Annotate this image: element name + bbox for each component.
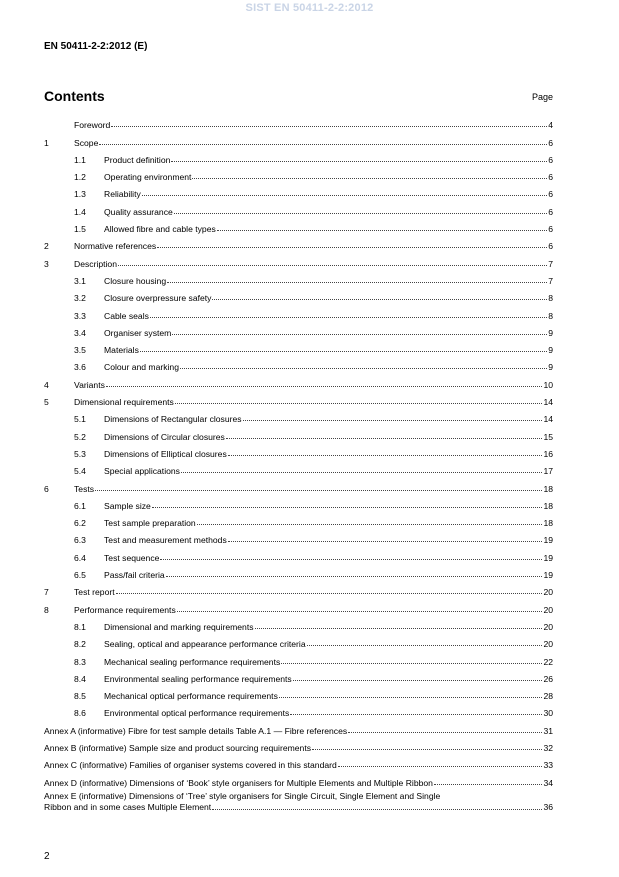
toc-entry-page: 6 bbox=[548, 206, 553, 217]
toc-entry-page: 9 bbox=[548, 345, 553, 356]
toc-entry-number: 6 bbox=[44, 483, 49, 494]
toc-entry-page: 15 bbox=[543, 431, 553, 442]
toc-entry-number: 3.3 bbox=[74, 310, 86, 321]
toc-entry-number: 5.2 bbox=[74, 431, 86, 442]
toc-entry[interactable] bbox=[44, 686, 553, 703]
toc-entry-page: 22 bbox=[543, 656, 553, 667]
toc-entry-page: 36 bbox=[543, 801, 553, 812]
toc-entry[interactable] bbox=[44, 374, 553, 391]
toc-entry-title: Dimensions of Circular closures bbox=[104, 431, 225, 442]
toc-entry-number: 3.2 bbox=[74, 293, 86, 304]
toc-entry-page: 20 bbox=[543, 604, 553, 615]
toc-entry-title: Test and measurement methods bbox=[104, 535, 227, 546]
toc-entry-title: Test report bbox=[74, 587, 115, 598]
dot-leader bbox=[307, 644, 543, 646]
dot-leader bbox=[348, 731, 542, 733]
dot-leader bbox=[118, 264, 547, 266]
table-of-contents bbox=[44, 115, 553, 817]
toc-entry-title: Mechanical optical performance requirements bbox=[104, 691, 278, 702]
toc-entry[interactable] bbox=[44, 565, 553, 582]
dot-leader bbox=[99, 143, 547, 145]
toc-entry[interactable] bbox=[44, 426, 553, 443]
toc-entry-number: 6.4 bbox=[74, 552, 86, 563]
toc-entry[interactable] bbox=[44, 253, 553, 270]
dot-leader bbox=[172, 333, 547, 335]
toc-entry-page: 19 bbox=[543, 570, 553, 581]
dot-leader bbox=[192, 177, 547, 179]
toc-entry-number: 6.1 bbox=[74, 500, 86, 511]
toc-entry-title: Tests bbox=[74, 483, 95, 494]
toc-entry-title: Annex D (informative) Dimensions of ‘Book’ style organisers for Multiple Elements and Multiple Ribbon bbox=[44, 777, 433, 788]
toc-entry[interactable] bbox=[44, 530, 553, 547]
toc-entry-page: 4 bbox=[548, 120, 553, 131]
toc-entry-page: 7 bbox=[548, 258, 553, 269]
toc-entry-number: 1.2 bbox=[74, 172, 86, 183]
toc-entry-title: Environmental sealing performance requirements bbox=[104, 673, 292, 684]
document-identifier: EN 50411-2-2:2012 (E) bbox=[44, 41, 148, 52]
toc-entry[interactable] bbox=[44, 651, 553, 668]
toc-entry-page: 33 bbox=[543, 760, 553, 771]
dot-leader bbox=[226, 437, 543, 439]
toc-entry-title: Performance requirements bbox=[74, 604, 176, 615]
toc-entry-page: 6 bbox=[548, 241, 553, 252]
toc-entry-number: 6.5 bbox=[74, 570, 86, 581]
toc-entry-number: 1.5 bbox=[74, 224, 86, 235]
toc-entry-number: 5.4 bbox=[74, 466, 86, 477]
toc-entry[interactable] bbox=[44, 703, 553, 720]
footer-page-number: 2 bbox=[44, 851, 50, 862]
toc-entry-page: 8 bbox=[548, 293, 553, 304]
toc-entry[interactable] bbox=[44, 132, 553, 149]
toc-entry-title: Environmental optical performance requirements bbox=[104, 708, 290, 719]
toc-entry-number: 6.2 bbox=[74, 518, 86, 529]
toc-entry-title: Normative references bbox=[74, 241, 157, 252]
toc-entry-page: 6 bbox=[548, 154, 553, 165]
toc-entry-title: Pass/fail criteria bbox=[104, 570, 165, 581]
dot-leader bbox=[140, 350, 547, 352]
toc-entry-page: 26 bbox=[543, 673, 553, 684]
toc-entry-title: Annex B (informative) Sample size and product sourcing requirements bbox=[44, 742, 312, 753]
dot-leader bbox=[217, 229, 547, 231]
dot-leader bbox=[434, 783, 542, 785]
toc-entry-page: 30 bbox=[543, 708, 553, 719]
toc-entry-number: 3.5 bbox=[74, 345, 86, 356]
toc-entry-title: Materials bbox=[104, 345, 139, 356]
dot-leader bbox=[150, 316, 547, 318]
toc-entry[interactable] bbox=[44, 219, 553, 236]
toc-entry[interactable] bbox=[44, 167, 553, 184]
toc-entry-page: 31 bbox=[543, 725, 553, 736]
contents-heading: Contents bbox=[44, 88, 105, 104]
toc-entry-number: 7 bbox=[44, 587, 49, 598]
dot-leader bbox=[197, 523, 543, 525]
toc-entry-number: 4 bbox=[44, 379, 49, 390]
dot-leader bbox=[212, 298, 547, 300]
toc-entry-title: Dimensions of Rectangular closures bbox=[104, 414, 242, 425]
toc-entry-number: 6.3 bbox=[74, 535, 86, 546]
toc-entry[interactable] bbox=[44, 634, 553, 651]
dot-leader bbox=[166, 575, 543, 577]
toc-entry-number: 1.1 bbox=[74, 154, 86, 165]
toc-entry-title: Dimensions of Elliptical closures bbox=[104, 448, 227, 459]
toc-entry-title: Mechanical sealing performance requirements bbox=[104, 656, 281, 667]
dot-leader bbox=[175, 402, 543, 404]
dot-leader bbox=[281, 662, 542, 664]
watermark: SIST EN 50411-2-2:2012 bbox=[245, 2, 374, 14]
toc-entry-title: Sample size bbox=[104, 500, 151, 511]
toc-entry-number: 8 bbox=[44, 604, 49, 615]
toc-entry-page: 18 bbox=[543, 518, 553, 529]
dot-leader bbox=[312, 748, 542, 750]
toc-entry-number: 8.5 bbox=[74, 691, 86, 702]
toc-entry-title: Organiser system bbox=[104, 327, 172, 338]
toc-entry[interactable] bbox=[44, 357, 553, 374]
dot-leader bbox=[152, 506, 543, 508]
toc-entry[interactable] bbox=[44, 340, 553, 357]
toc-entry-title: Operating environment bbox=[104, 172, 192, 183]
toc-entry[interactable] bbox=[44, 305, 553, 322]
dot-leader bbox=[160, 558, 542, 560]
toc-entry-number: 5.3 bbox=[74, 448, 86, 459]
toc-entry-page: 7 bbox=[548, 275, 553, 286]
toc-entry-number: 3.6 bbox=[74, 362, 86, 373]
toc-entry-page: 17 bbox=[543, 466, 553, 477]
toc-entry[interactable] bbox=[44, 115, 553, 132]
toc-entry-number: 1.4 bbox=[74, 206, 86, 217]
toc-entry[interactable] bbox=[44, 617, 553, 634]
toc-entry-title: Reliability bbox=[104, 189, 141, 200]
toc-entry-title-line1: Annex E (informative) Dimensions of ‘Tree’ style organisers for Single Circuit, Single Element and Single bbox=[44, 790, 441, 801]
toc-entry[interactable] bbox=[44, 478, 553, 495]
dot-leader bbox=[174, 212, 547, 214]
toc-entry-title: Product definition bbox=[104, 154, 171, 165]
toc-entry[interactable] bbox=[44, 547, 553, 564]
toc-entry-title: Colour and marking bbox=[104, 362, 179, 373]
dot-leader bbox=[167, 281, 547, 283]
toc-entry-page: 8 bbox=[548, 310, 553, 321]
dot-leader bbox=[142, 194, 547, 196]
dot-leader bbox=[228, 540, 543, 542]
toc-entry-page: 20 bbox=[543, 639, 553, 650]
dot-leader bbox=[95, 489, 542, 491]
toc-entry-page: 9 bbox=[548, 362, 553, 373]
toc-entry-number: 5.1 bbox=[74, 414, 86, 425]
toc-entry[interactable] bbox=[44, 513, 553, 530]
dot-leader bbox=[181, 471, 542, 473]
dot-leader bbox=[338, 765, 543, 767]
toc-entry[interactable] bbox=[44, 496, 553, 513]
toc-entry-page: 19 bbox=[543, 552, 553, 563]
toc-entry-title: Closure housing bbox=[104, 275, 167, 286]
toc-entry-page: 20 bbox=[543, 587, 553, 598]
toc-entry[interactable] bbox=[44, 201, 553, 218]
toc-entry-page: 14 bbox=[543, 414, 553, 425]
toc-entry-title: Quality assurance bbox=[104, 206, 173, 217]
toc-entry[interactable] bbox=[44, 599, 553, 616]
toc-entry[interactable] bbox=[44, 288, 553, 305]
toc-entry-title: Scope bbox=[74, 137, 99, 148]
toc-entry-title: Sealing, optical and appearance performance criteria bbox=[104, 639, 306, 650]
toc-entry-title: Special applications bbox=[104, 466, 180, 477]
toc-entry-page: 6 bbox=[548, 137, 553, 148]
dot-leader bbox=[243, 419, 543, 421]
toc-entry[interactable] bbox=[44, 461, 553, 478]
toc-entry[interactable] bbox=[44, 582, 553, 599]
toc-entry-page: 18 bbox=[543, 483, 553, 494]
toc-entry[interactable] bbox=[44, 720, 553, 737]
toc-entry-number: 1 bbox=[44, 137, 49, 148]
toc-entry-number: 5 bbox=[44, 397, 49, 408]
dot-leader bbox=[279, 696, 543, 698]
dot-leader bbox=[290, 713, 542, 715]
dot-leader bbox=[177, 610, 543, 612]
toc-entry-title: Foreword bbox=[74, 120, 111, 131]
toc-entry-title: Annex C (informative) Families of organiser systems covered in this standard bbox=[44, 760, 337, 771]
toc-entry[interactable] bbox=[44, 755, 553, 772]
toc-entry-number: 3.1 bbox=[74, 275, 86, 286]
toc-entry-page: 6 bbox=[548, 189, 553, 200]
toc-entry-page: 10 bbox=[543, 379, 553, 390]
toc-entry[interactable] bbox=[44, 409, 553, 426]
toc-entry[interactable] bbox=[44, 669, 553, 686]
toc-entry-page: 18 bbox=[543, 500, 553, 511]
toc-entry-page: 14 bbox=[543, 397, 553, 408]
toc-entry-number: 1.3 bbox=[74, 189, 86, 200]
toc-entry-page: 34 bbox=[543, 777, 553, 788]
dot-leader bbox=[293, 679, 543, 681]
toc-entry-number: 8.3 bbox=[74, 656, 86, 667]
toc-entry-number: 8.2 bbox=[74, 639, 86, 650]
page-column-label: Page bbox=[531, 92, 553, 102]
toc-entry-page: 19 bbox=[543, 535, 553, 546]
toc-entry-page: 6 bbox=[548, 172, 553, 183]
toc-entry[interactable] bbox=[44, 150, 553, 167]
toc-entry-page: 28 bbox=[543, 691, 553, 702]
toc-entry-number: 3.4 bbox=[74, 327, 86, 338]
toc-entry-title: Cable seals bbox=[104, 310, 149, 321]
toc-entry-number: 8.6 bbox=[74, 708, 86, 719]
toc-entry[interactable] bbox=[44, 236, 553, 253]
toc-entry-number: 3 bbox=[44, 258, 49, 269]
dot-leader bbox=[228, 454, 543, 456]
toc-entry-annex-e[interactable] bbox=[44, 791, 553, 817]
toc-entry-page: 32 bbox=[543, 742, 553, 753]
toc-entry-title: Description bbox=[74, 258, 117, 269]
dot-leader bbox=[171, 160, 547, 162]
dot-leader bbox=[212, 808, 542, 810]
dot-leader bbox=[106, 385, 543, 387]
toc-entry-number: 8.1 bbox=[74, 621, 86, 632]
toc-entry-title: Test sequence bbox=[104, 552, 160, 563]
toc-entry[interactable] bbox=[44, 392, 553, 409]
toc-entry-title: Closure overpressure safety bbox=[104, 293, 212, 304]
toc-entry-title: Variants bbox=[74, 379, 105, 390]
dot-leader bbox=[111, 125, 547, 127]
toc-entry[interactable] bbox=[44, 271, 553, 288]
toc-entry[interactable] bbox=[44, 738, 553, 755]
dot-leader bbox=[255, 627, 543, 629]
toc-entry-title: Test sample preparation bbox=[104, 518, 196, 529]
toc-entry-page: 6 bbox=[548, 224, 553, 235]
toc-entry-title-line2: Ribbon and in some cases Multiple Element bbox=[44, 801, 212, 812]
dot-leader bbox=[157, 246, 547, 248]
toc-entry-page: 16 bbox=[543, 448, 553, 459]
toc-entry[interactable] bbox=[44, 184, 553, 201]
toc-entry-page: 20 bbox=[543, 621, 553, 632]
toc-entry[interactable] bbox=[44, 444, 553, 461]
toc-entry[interactable] bbox=[44, 323, 553, 340]
dot-leader bbox=[116, 592, 543, 594]
toc-entry-title: Annex A (informative) Fibre for test sample details Table A.1 — Fibre references bbox=[44, 725, 348, 736]
toc-entry[interactable] bbox=[44, 772, 553, 789]
toc-entry-page: 9 bbox=[548, 327, 553, 338]
toc-entry-number: 8.4 bbox=[74, 673, 86, 684]
dot-leader bbox=[180, 367, 547, 369]
toc-entry-title: Allowed fibre and cable types bbox=[104, 224, 216, 235]
toc-entry-number: 2 bbox=[44, 241, 49, 252]
toc-entry-title: Dimensional and marking requirements bbox=[104, 621, 254, 632]
toc-entry-title: Dimensional requirements bbox=[74, 397, 174, 408]
